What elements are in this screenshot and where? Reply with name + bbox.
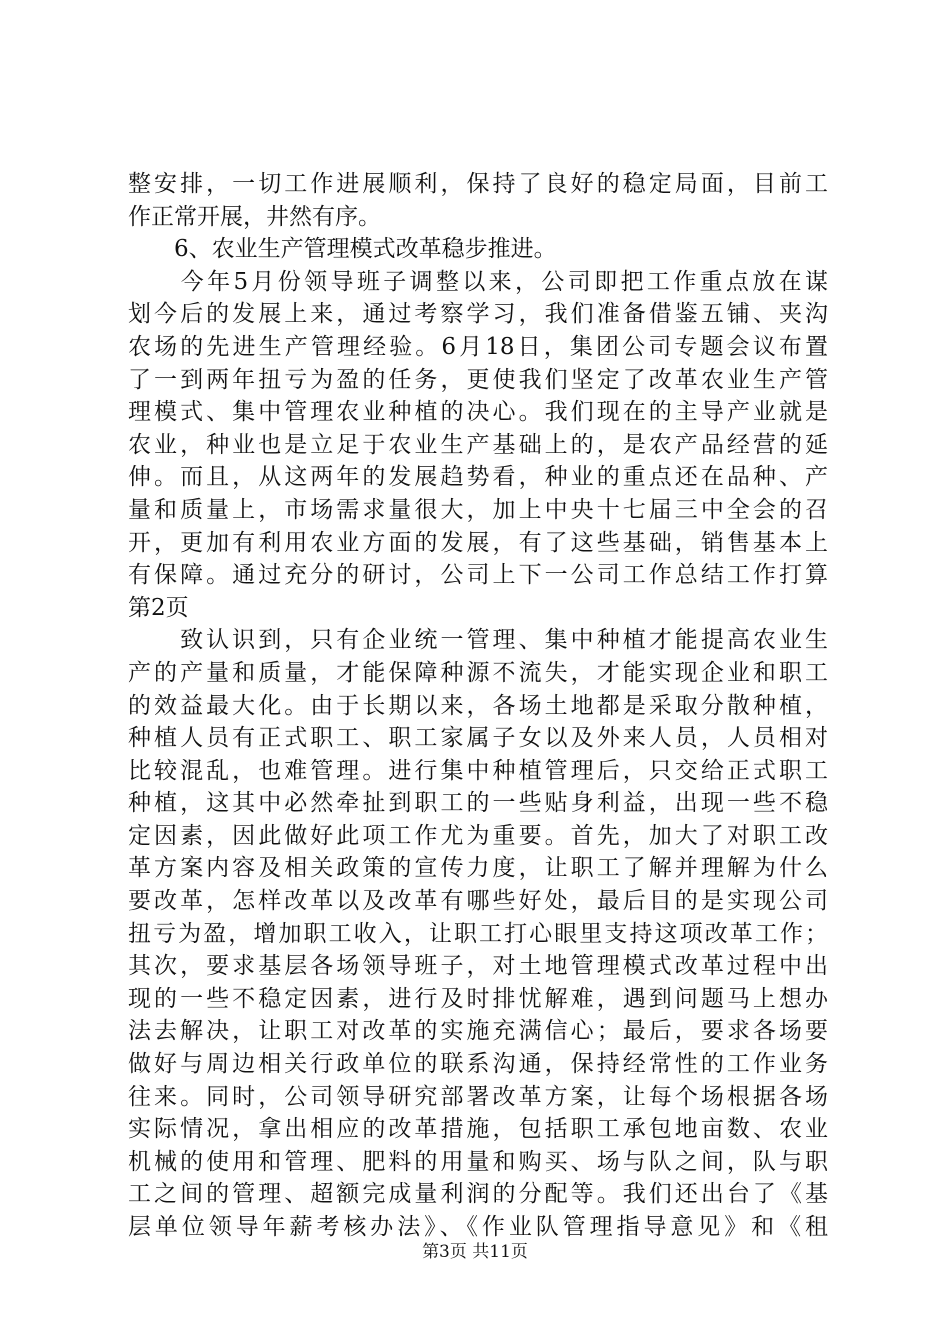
text-line: 了一到两年扭亏为盈的任务，更使我们坚定了改革农业生产管 — [128, 366, 828, 393]
text-line: 的效益最大化。由于长期以来，各场土地都是采取分散种植， — [128, 692, 828, 719]
text-line: 6、农业生产管理模式改革稳步推进。 — [128, 236, 557, 263]
text-line: 定因素，因此做好此项工作尤为重要。首先，加大了对职工改 — [128, 822, 828, 849]
text-line: 今年5月份领导班子调整以来，公司即把工作重点放在谋 — [128, 268, 828, 295]
text-line: 扭亏为盈，增加职工收入，让职工打心眼里支持这项改革工作； — [128, 920, 828, 947]
text-line: 致认识到，只有企业统一管理、集中种植才能提高农业生 — [128, 627, 828, 654]
text-line: 往来。同时，公司领导研究部署改革方案，让每个场根据各场 — [128, 1083, 828, 1110]
text-line: 其次，要求基层各场领导班子，对土地管理模式改革过程中出 — [128, 953, 828, 980]
page-footer: 第3页 共11页 — [422, 1242, 528, 1262]
text-line: 种植，这其中必然牵扯到职工的一些贴身利益，出现一些不稳 — [128, 790, 828, 817]
text-line: 要改革，怎样改革以及改革有哪些好处，最后目的是实现公司 — [128, 888, 828, 915]
text-line: 种植人员有正式职工、职工家属子女以及外来人员，人员相对 — [128, 725, 828, 752]
text-line: 产的产量和质量，才能保障种源不流失，才能实现企业和职工 — [128, 659, 828, 686]
text-line: 伸。而且，从这两年的发展趋势看，种业的重点还在品种、产 — [128, 464, 828, 491]
text-line: 划今后的发展上来，通过考察学习，我们准备借鉴五铺、夹沟 — [128, 301, 828, 328]
text-line: 机械的使用和管理、肥料的用量和购买、场与队之间，队与职 — [128, 1148, 828, 1175]
text-line: 开，更加有利用农业方面的发展，有了这些基础，销售基本上 — [128, 529, 828, 556]
text-line: 法去解决，让职工对改革的实施充满信心；最后，要求各场要 — [128, 1018, 828, 1045]
text-line: 做好与周边相关行政单位的联系沟通，保持经常性的工作业务 — [128, 1051, 828, 1078]
text-line: 实际情况，拿出相应的改革措施，包括职工承包地亩数、农业 — [128, 1116, 828, 1143]
text-line: 作正常开展，井然有序。 — [128, 203, 381, 230]
text-line: 现的一些不稳定因素，进行及时排忧解难，遇到问题马上想办 — [128, 985, 828, 1012]
text-line: 量和质量上，市场需求量很大，加上中央十七届三中全会的召 — [128, 496, 828, 523]
text-line: 层单位领导年薪考核办法》、《作业队管理指导意见》和《租 — [128, 1214, 828, 1240]
text-line: 有保障。通过充分的研讨，公司上下一公司工作总结工作打算 — [128, 562, 828, 589]
text-line: 工之间的管理、超额完成量利润的分配等。我们还出台了《基 — [128, 1181, 828, 1208]
body-text — [128, 168, 828, 1244]
text-line: 农业，种业也是立足于农业生产基础上的，是农产品经营的延 — [128, 431, 828, 458]
text-line: 理模式、集中管理农业种植的决心。我们现在的主导产业就是 — [128, 399, 828, 426]
text-line: 农场的先进生产管理经验。6月18日，集团公司专题会议布置 — [128, 333, 828, 360]
text-line: 比较混乱，也难管理。进行集中种植管理后，只交给正式职工 — [128, 757, 828, 784]
text-line: 整安排，一切工作进展顺利，保持了良好的稳定局面，目前工 — [128, 171, 828, 197]
text-line: 革方案内容及相关政策的宣传力度，让职工了解并理解为什么 — [128, 855, 828, 882]
text-line: 第2页 — [128, 594, 189, 621]
